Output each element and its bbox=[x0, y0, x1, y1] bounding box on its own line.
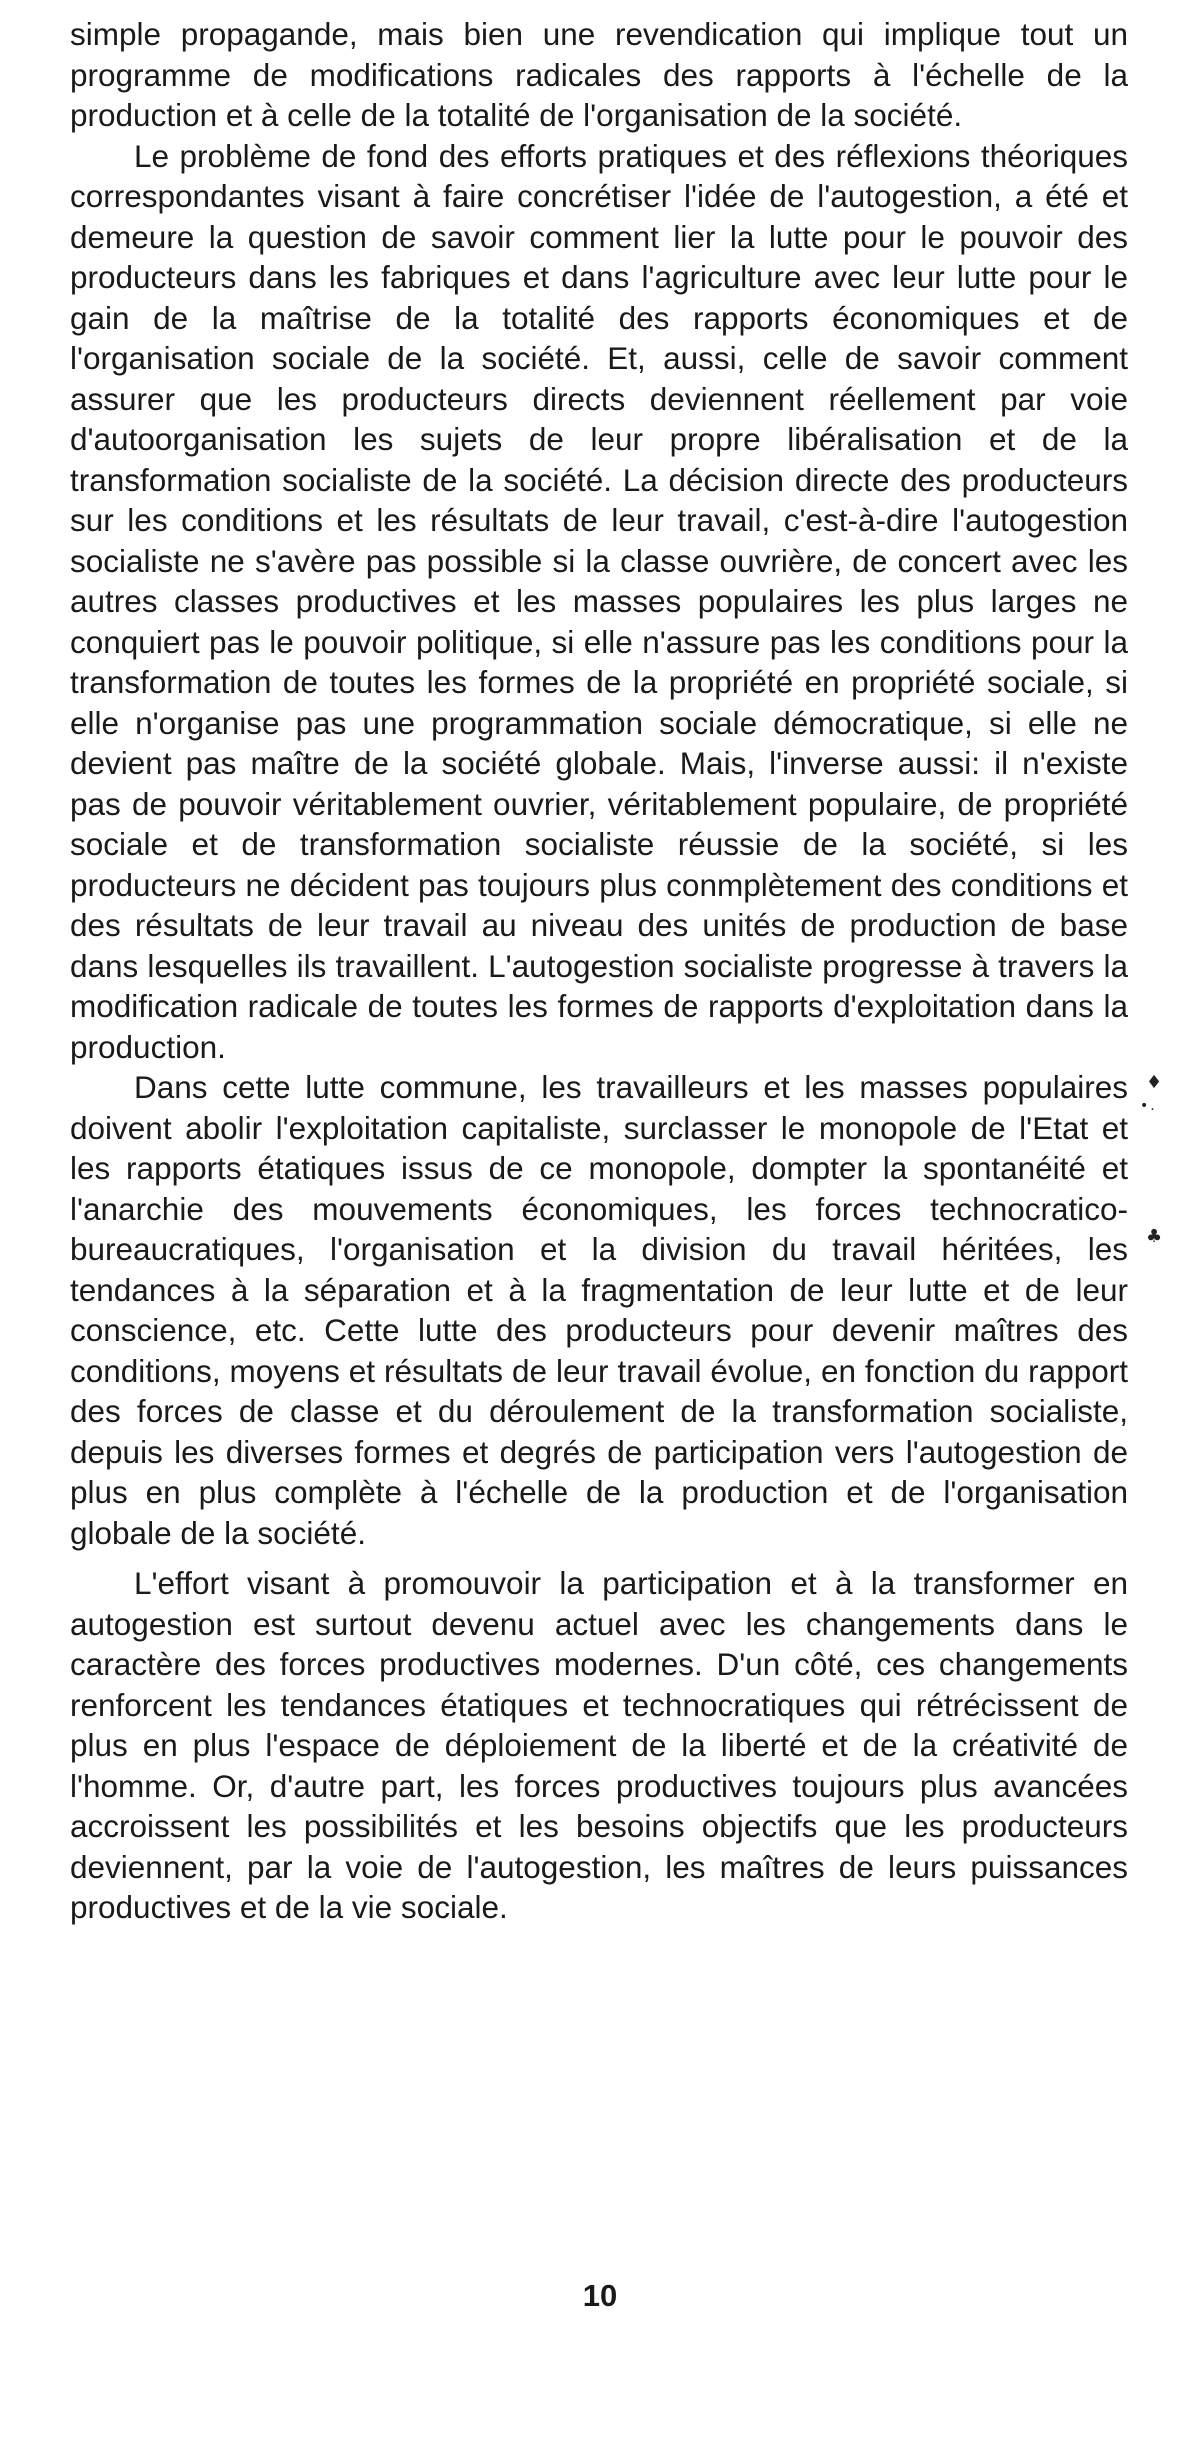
page-number: 10 bbox=[582, 2278, 618, 2313]
margin-ink-mark: •. bbox=[1140, 1098, 1157, 1114]
paragraph-continuation: simple propagande, mais bien une revendication qui implique tout un programme de modifications radicales des rapports à l'échelle de la production et à celle de la totalité de l'organisation de la société. bbox=[70, 16, 1128, 133]
margin-ink-mark: ♣ bbox=[1146, 1226, 1163, 1247]
paragraph-productive-forces: L'effort visant à promouvoir la participation et à la transformer en autogestion est surtout devenu actuel avec les changements dans le caractère des forces productives modernes. D'un côté, ces changements renforcent les tendances étatiques et technocratiques qui rétrécissent de plus en plus l'espace de déploiement de la liberté et de la créativité de l'homme. Or, d'autre part, les forces productives toujours plus avancées accroissent les possibilités et les besoins objectifs que les producteurs deviennent, par la voie de l'autogestion, les maîtres de leurs puissances productives et de la vie sociale. bbox=[70, 1565, 1128, 1925]
body-text bbox=[70, 14, 1128, 1928]
paragraph-common-struggle: Dans cette lutte commune, les travailleurs et les masses populaires doivent abolir l'exploitation capitaliste, surclasser le monopole de l'Etat et les rapports étatiques issus de ce monopole, dompter la spontanéité et l'anarchie des mouvements économiques, les forces technocratico-bureaucratiques, l'organisation et la division du travail héritées, les tendances à la séparation et à la fragmentation de leur lutte et de leur conscience, etc. Cette lutte des producteurs pour devenir maîtres des conditions, moyens et résultats de leur travail évolue, en fonction du rapport des forces de classe et du déroulement de la transformation socialiste, depuis les diverses formes et degrés de participation vers l'autogestion de plus en plus complète à l'échelle de la production et de l'organisation globale de la société. bbox=[70, 1069, 1128, 1551]
margin-ink-mark: ♦ bbox=[1146, 1072, 1163, 1093]
paragraph-autogestion-problem: Le problème de fond des efforts pratiques et des réflexions théoriques correspondantes visant à faire concrétiser l'idée de l'autogestion, a été et demeure la question de savoir comment lier la lutte pour le pouvoir des producteurs dans les fabriques et dans l'agriculture avec leur lutte pour le gain de la maîtrise de la totalité des rapports économiques et de l'organisation sociale de la société. Et, aussi, celle de savoir comment assurer que les producteurs directs deviennent réellement par voie d'autoorganisation les sujets de leur propre libéralisation et de la transformation socialiste de la société. La décision directe des producteurs sur les conditions et les résultats de leur travail, c'est-à-dire l'autogestion socialiste ne s'avère pas possible si la classe ouvrière, de concert avec les autres classes productives et les masses populaires les plus larges ne conquiert pas le pouvoir politique, si elle n'assure pas les conditions pour la transformation de toutes les formes de la propriété en propriété sociale, si elle n'organise pas une programmation sociale démocratique, si elle ne devient pas maître de la société globale. Mais, l'inverse aussi: il n'existe pas de pouvoir véritablement ouvrier, véritablement populaire, de propriété sociale et de transformation socialiste réussie de la société, si les producteurs ne décident pas toujours plus conmplètement des conditions et des résultats de leur travail au niveau des unités de production de base dans lesquelles ils travaillent. L'autogestion socialiste progresse à travers la modification radicale de toutes les formes de rapports d'exploitation dans la production. bbox=[70, 137, 1128, 1065]
